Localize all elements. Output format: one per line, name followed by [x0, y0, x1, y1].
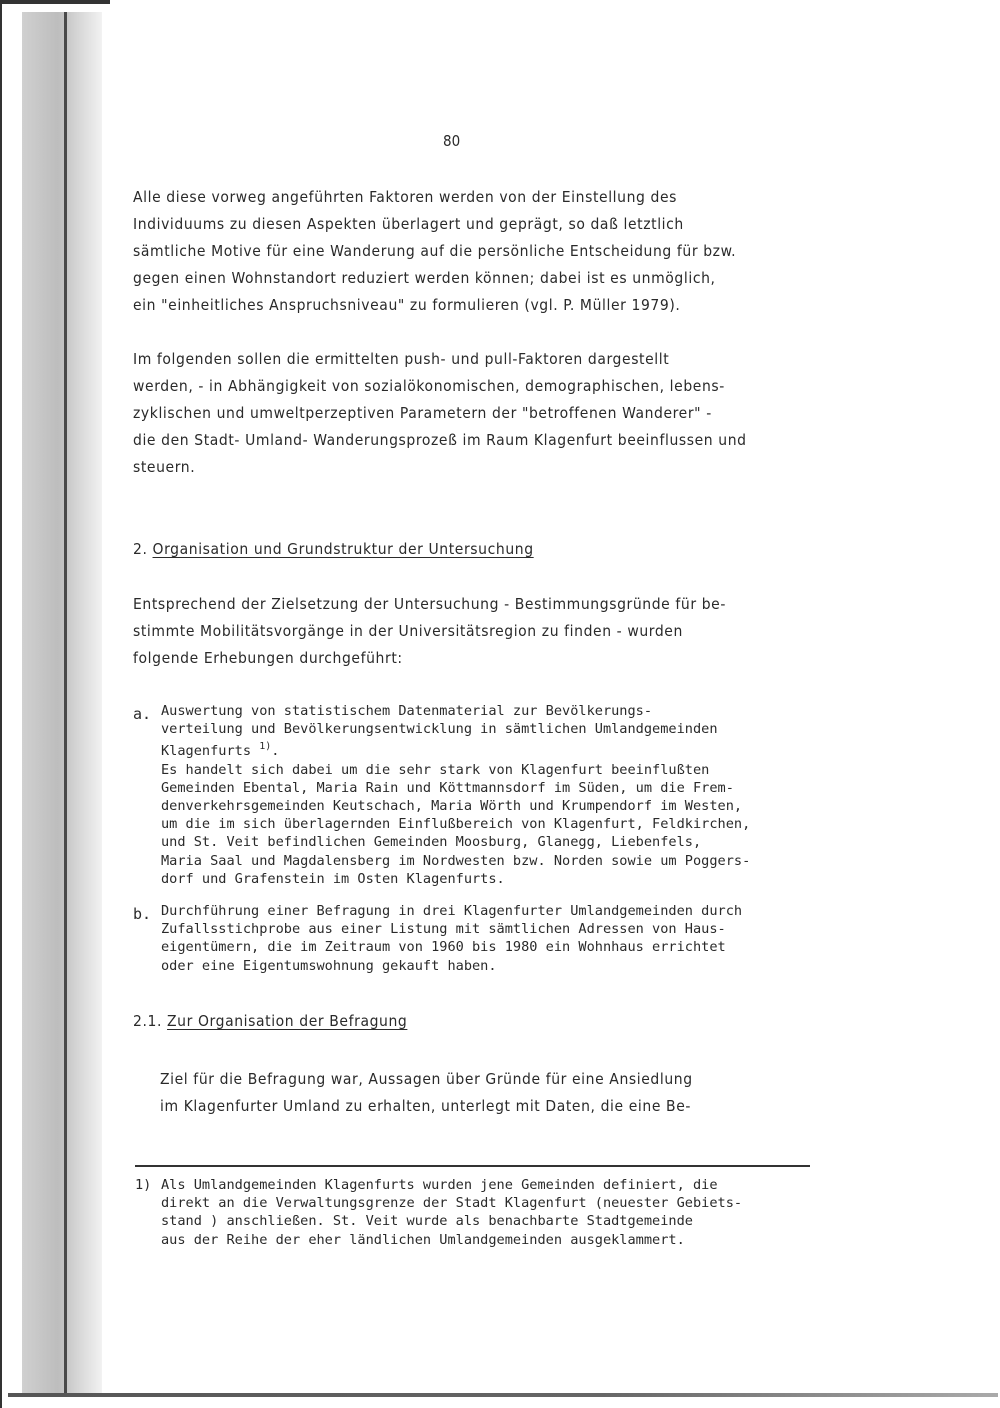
text-line: Als Umlandgemeinden Klagenfurts wurden jene Gemeinden definiert, die: [161, 1177, 718, 1193]
text-line: um die im sich überlagernden Einflußbereich von Klagenfurt, Feldkirchen,: [161, 816, 751, 833]
text-line: oder eine Eigentumswohnung gekauft haben.: [161, 957, 497, 974]
text-line-with-footnote: [161, 738, 833, 760]
text-line: Alle diese vorweg angeführten Faktoren werden von der Einstellung des: [133, 188, 678, 206]
scan-bottom-edge: [8, 1393, 998, 1397]
punctuation: .: [271, 743, 280, 760]
text-line: Entsprechend der Zielsetzung der Untersuchung - Bestimmungsgründe für be-: [133, 595, 726, 613]
text-line: Auswertung von statistischem Datenmaterial zur Bevölkerungs-: [161, 703, 653, 719]
list-item-b: [133, 902, 833, 975]
text-line: direkt an die Verwaltungsgrenze der Stadt Klagenfurt (neuester Gebiets-: [161, 1195, 743, 1212]
text-line: im Klagenfurter Umland zu erhalten, unterlegt mit Daten, die eine Be-: [160, 1097, 692, 1115]
list-marker: b.: [133, 905, 152, 923]
footnote-reference[interactable]: 1): [259, 741, 272, 753]
text-line: dorf und Grafenstein im Osten Klagenfurts.: [161, 870, 505, 887]
text-line: stimmte Mobilitätsvorgänge in der Universitätsregion zu finden - wurden: [133, 622, 683, 640]
text-line: eigentümern, die im Zeitraum von 1960 bis 1980 ein Wohnhaus errichtet: [161, 939, 726, 956]
text-line: werden, - in Abhängigkeit von sozialökonomischen, demographischen, lebens-: [133, 377, 725, 395]
text-line: zyklischen und umweltperzeptiven Parametern der "betroffenen Wanderer" -: [133, 404, 712, 422]
section-heading-2: [133, 540, 534, 558]
text-line: stand ) anschließen. St. Veit wurde als benachbarte Stadtgemeinde: [161, 1213, 693, 1230]
footnote-separator: [135, 1165, 810, 1167]
text-line: denverkehrsgemeinden Keutschach, Maria Wörth und Krumpendorf im Westen,: [161, 798, 743, 815]
section-number: 2.: [133, 540, 148, 558]
text-line: Im folgenden sollen die ermittelten push- und pull-Faktoren dargestellt: [133, 350, 670, 368]
text-line: Individuums zu diesen Aspekten überlagert und geprägt, so daß letztlich: [133, 215, 684, 233]
scan-left-edge: [0, 0, 2, 1408]
text-line: sämtliche Motive für eine Wanderung auf die persönliche Entscheidung für bzw.: [133, 242, 737, 260]
text-line: folgende Erhebungen durchgeführt:: [133, 649, 403, 667]
text-line: aus der Reihe der eher ländlichen Umlandgemeinden ausgeklammert.: [161, 1231, 685, 1248]
text-line: Durchführung einer Befragung in drei Klagenfurter Umlandgemeinden durch: [161, 903, 743, 919]
footnote-marker: 1): [135, 1177, 152, 1193]
section-number: 2.1.: [133, 1012, 162, 1030]
text-line: verteilung und Bevölkerungsentwicklung in sämtlichen Umlandgemeinden: [161, 721, 718, 738]
section-heading-2-1: [133, 1012, 407, 1030]
list-marker: a.: [133, 705, 152, 723]
paragraph-zielsetzung: [133, 591, 853, 672]
section-title: Zur Organisation der Befragung: [167, 1012, 408, 1030]
text-line: Zufallsstichprobe aus einer Listung mit sämtlichen Adressen von Haus-: [161, 921, 726, 938]
text-line: Gemeinden Ebental, Maria Rain und Köttmannsdorf im Süden, um die Frem-: [161, 779, 734, 796]
book-spine-line: [64, 12, 67, 1397]
text-line: Es handelt sich dabei um die sehr stark von Klagenfurt beeinflußten: [161, 761, 710, 778]
paragraph-befragung: [160, 1066, 880, 1120]
footnote-1: [135, 1176, 835, 1249]
list-item-a: [133, 702, 833, 888]
scan-top-edge: [0, 0, 110, 4]
paragraph-push-pull: [133, 346, 853, 481]
text-line: Maria Saal und Magdalensberg im Nordwesten bzw. Norden sowie um Poggers-: [161, 852, 751, 869]
text-line: steuern.: [133, 458, 196, 476]
book-binding-shadow: [22, 12, 102, 1397]
paragraph-intro: [133, 184, 853, 319]
section-title: Organisation und Grundstruktur der Untersuchung: [152, 540, 534, 558]
text-line: die den Stadt- Umland- Wanderungsprozeß im Raum Klagenfurt beeinflussen und: [133, 431, 747, 449]
text-line: ein "einheitliches Anspruchsniveau" zu formulieren (vgl. P. Müller 1979).: [133, 296, 681, 314]
text-line: Ziel für die Befragung war, Aussagen über Gründe für eine Ansiedlung: [160, 1070, 693, 1088]
text-line: gegen einen Wohnstandort reduziert werden können; dabei ist es unmöglich,: [133, 269, 716, 287]
page-number: 80: [443, 132, 461, 150]
text-line: und St. Veit befindlichen Gemeinden Moosburg, Glanegg, Liebenfels,: [161, 834, 702, 851]
text: Klagenfurts: [161, 743, 252, 760]
